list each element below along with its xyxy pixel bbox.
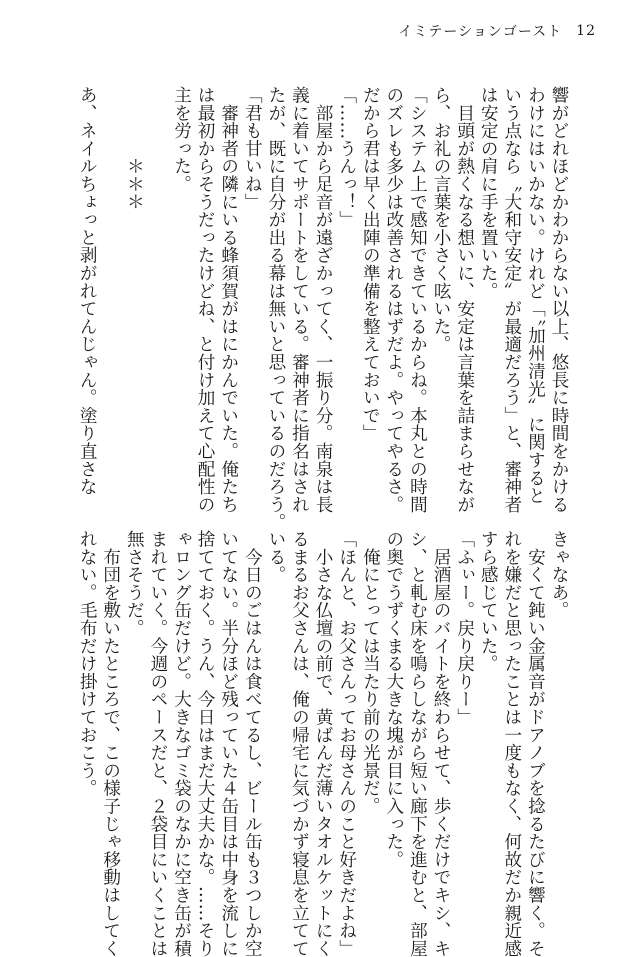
text-line: 部屋から足音が遠ざかってく、一振り分。南泉は長 (313, 86, 334, 514)
text-line: 義に着いてサポートをしている。審神者に指名はされ (289, 86, 310, 514)
text-line: あ、ネイルちょっと剥がれてんじゃん。塗り直さな (77, 86, 98, 496)
text-line: まれていく。今週のペースだと、２袋目にいくことは (147, 530, 168, 957)
text-line: 「ふぃー。戻り戻りー」 (454, 530, 475, 726)
text-line: ら、お礼の言葉を小さく呟いた。 (431, 86, 452, 353)
text-line: 審神者の隣にいる蜂須賀がはにかんでいた。俺たち (218, 86, 239, 514)
text-line: れを嫌だと思ったことは一度もなく、何故だか親近感 (501, 530, 522, 957)
lower-text-block (77, 530, 570, 957)
text-line: は最初からそうだったけどね、と付け加えて心配性の (195, 86, 216, 514)
text-line: 布団を敷いたところで、この様子じゃ移動はしてく (100, 530, 121, 957)
text-line: は安定の肩に手を置いた。 (478, 86, 499, 300)
text-line: 主を労った。 (171, 86, 192, 193)
text-line: 安くて鈍い金属音がドアノブを捻るたびに響く。そ (525, 530, 546, 957)
text-line: いる。 (265, 530, 286, 584)
text-line (98, 86, 122, 442)
text-line: 「……うんっ！」 (336, 86, 357, 229)
text-line: 今日のごはんは食べてるし、ビール缶も３つしか空 (242, 530, 263, 957)
text-line: 目頭が熱くなる想いに、安定は言葉を詰まらせなが (454, 86, 475, 514)
text-line: 響がどれほどかわからない以上、悠長に時間をかける (549, 86, 569, 514)
text-line: 「システム上で感知できているからね。本丸との時間 (407, 86, 428, 514)
text-line: わけにはいかない。けれど「〝加州清光〟に関すると (525, 86, 546, 505)
text-line: きゃなあ。 (549, 530, 569, 619)
text-line: 小さな仏壇の前で、黄ばんだ薄いタオルケットにく (313, 530, 334, 957)
text-line (145, 86, 169, 442)
text-line: だから君は早く出陣の準備を整えておいで」 (360, 86, 381, 442)
text-line: いう点なら〝大和守安定〟が最適だろう」と、審神者 (501, 86, 522, 514)
running-header (398, 16, 596, 46)
text-line: れない。毛布だけ掛けておこう。 (77, 530, 98, 797)
text-line: るまるお父さんは、俺の帰宅に気づかず寝息を立てて (289, 530, 310, 957)
upper-text-block (77, 86, 570, 531)
book-title: イミテーションゴースト (398, 24, 563, 40)
text-line: 無さそうだ。 (124, 530, 145, 637)
text-line: 居酒屋のバイトを終わらせて、歩くだけでキシ、キ (431, 530, 452, 957)
text-line: いてない。半分ほど残っていた４缶目は中身を流しに (218, 530, 239, 957)
text-line: ＊＊＊ (124, 86, 145, 211)
page-number: 12 (576, 23, 596, 39)
text-line: シ、と軋む床を鳴らしながら短い廊下を進むと、部屋 (407, 530, 428, 957)
text-line: 「ほんと、お父さんってお母さんのこと好きだよね」 (336, 530, 357, 957)
text-line: のズレも多少は改善されるはずだよ。やってやるさ。 (383, 86, 404, 514)
text-line: ゃロング缶だけど。大きなゴミ袋のなかに空き缶が積 (171, 530, 192, 957)
text-line: たが、既に自分が出る幕は無いと思っているのだろう。 (265, 86, 286, 531)
text-line: 俺にとっては当たり前の光景だ。 (360, 530, 381, 815)
text-line: 捨てておく。うん、今日はまだ大丈夫かな。……そり (195, 530, 216, 957)
text-line: の奥でうずくまる大きな塊が目に入った。 (383, 530, 404, 869)
text-line: すら感じていた。 (478, 530, 499, 673)
text-line: 「君も甘いね」 (242, 86, 263, 211)
